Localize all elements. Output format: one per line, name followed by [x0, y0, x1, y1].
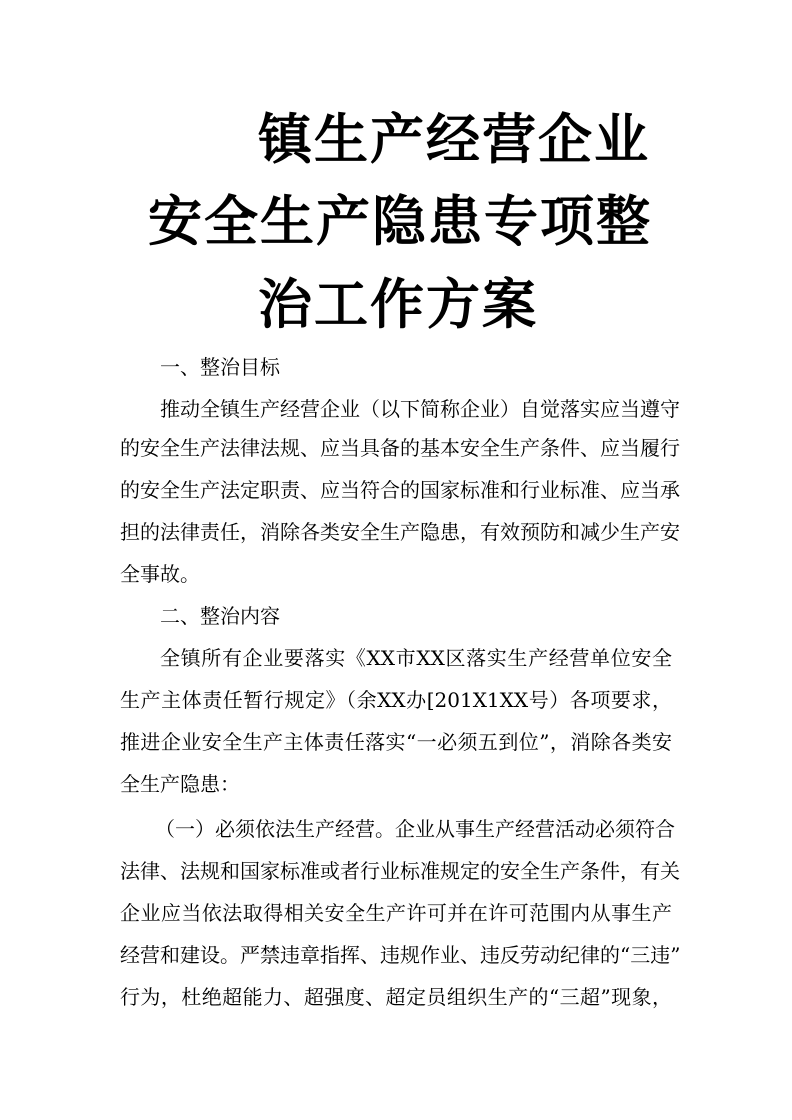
paragraph-line: 的安全生产法律法规、应当具备的基本安全生产条件、应当履行 — [120, 436, 680, 460]
document-title-line-1: 镇生产经营企业 — [258, 108, 650, 171]
section-heading-goal: 一、整治目标 — [160, 355, 280, 379]
paragraph-line: 全镇所有企业要落实《XX市XX区落实生产经营单位安全 — [160, 646, 672, 670]
paragraph-line: 全事故。 — [120, 562, 200, 586]
paragraph-line: 行为，杜绝超能力、超强度、超定员组织生产的“三超”现象， — [120, 985, 672, 1009]
paragraph-line: 经营和建设。严禁违章指挥、违规作业、违反劳动纪律的“三违” — [120, 943, 681, 967]
paragraph-line: （一）必须依法生产经营。企业从事生产经营活动必须符合 — [155, 817, 675, 841]
paragraph-line: 推进企业安全生产主体责任落实“一必须五到位”，消除各类安 — [120, 730, 672, 754]
paragraph-line: 担的法律责任，消除各类安全生产隐患，有效预防和减少生产安 — [120, 520, 680, 544]
section-heading-content: 二、整治内容 — [160, 604, 280, 628]
paragraph-line: 推动全镇生产经营企业（以下简称企业）自觉落实应当遵守 — [160, 397, 680, 421]
document-title-line-3: 治工作方案 — [258, 273, 538, 336]
document-title-line-2: 安全生产隐患专项整 — [148, 190, 652, 253]
paragraph-line: 法律、法规和国家标准或者行业标准规定的安全生产条件，有关 — [120, 859, 680, 883]
paragraph-line: 生产主体责任暂行规定》（余XX办[201X1XX号）各项要求， — [120, 688, 672, 712]
paragraph-line: 的安全生产法定职责、应当符合的国家标准和行业标准、应当承 — [120, 478, 680, 502]
paragraph-line: 企业应当依法取得相关安全生产许可并在许可范围内从事生产 — [120, 901, 672, 925]
paragraph-line: 全生产隐患： — [120, 772, 240, 796]
